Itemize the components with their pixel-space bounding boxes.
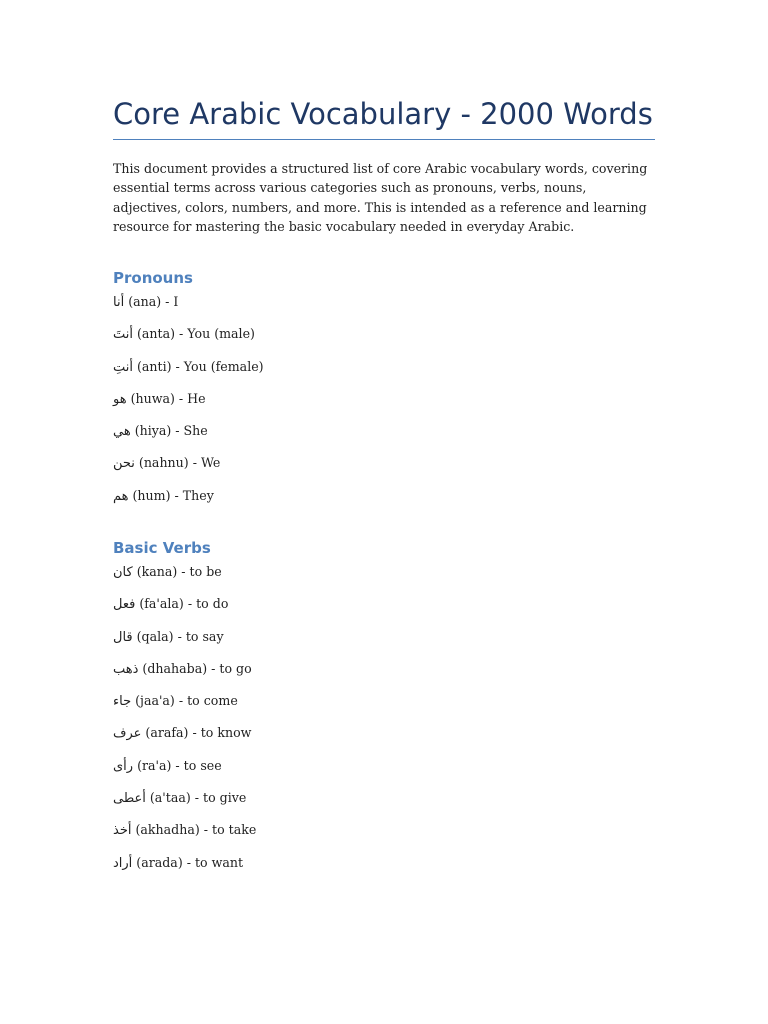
arabic-word: جاء <box>113 694 132 710</box>
vocab-item <box>113 487 264 519</box>
vocab-item <box>113 293 264 325</box>
vocab-item <box>113 821 256 853</box>
arabic-word: ذهب <box>113 661 139 677</box>
transliteration-meaning: (anta) - You (male) <box>133 326 255 342</box>
transliteration-meaning: (a'taa) - to give <box>145 790 247 806</box>
basic-verbs-list <box>113 563 256 886</box>
section-heading-basic-verbs: Basic Verbs <box>113 539 211 557</box>
arabic-word: أراد <box>113 855 133 871</box>
arabic-word: أعطى <box>113 791 146 807</box>
vocab-item <box>113 724 256 756</box>
vocab-item <box>113 422 264 454</box>
transliteration-meaning: (nahnu) - We <box>134 455 221 471</box>
document-title: Core Arabic Vocabulary - 2000 Words <box>113 97 653 131</box>
vocab-item <box>113 358 264 390</box>
transliteration-meaning: (akhadha) - to take <box>131 822 257 838</box>
vocab-item <box>113 325 264 357</box>
vocab-item <box>113 563 256 595</box>
arabic-word: أنتَ <box>113 327 133 343</box>
vocab-item <box>113 854 256 886</box>
transliteration-meaning: (fa'ala) - to do <box>135 596 229 612</box>
vocab-item <box>113 757 256 789</box>
arabic-word: هم <box>113 488 129 504</box>
vocab-item <box>113 454 264 486</box>
transliteration-meaning: (anti) - You (female) <box>133 358 264 374</box>
transliteration-meaning: (qala) - to say <box>132 628 224 644</box>
arabic-word: رأى <box>113 758 134 774</box>
vocab-item <box>113 628 256 660</box>
section-heading-pronouns: Pronouns <box>113 269 193 287</box>
arabic-word: فعل <box>113 597 136 613</box>
transliteration-meaning: (arafa) - to know <box>141 725 252 741</box>
vocab-item <box>113 789 256 821</box>
arabic-word: كان <box>113 565 133 580</box>
transliteration-meaning: (dhahaba) - to go <box>138 660 252 676</box>
arabic-word: قال <box>113 629 133 645</box>
arabic-word: أنتِ <box>113 359 133 375</box>
transliteration-meaning: (ana) - I <box>124 294 179 309</box>
transliteration-meaning: (kana) - to be <box>132 564 222 579</box>
transliteration-meaning: (arada) - to want <box>132 854 244 870</box>
transliteration-meaning: (hiya) - She <box>130 423 208 439</box>
transliteration-meaning: (huwa) - He <box>126 390 206 406</box>
vocab-item <box>113 595 256 627</box>
pronouns-list <box>113 293 264 519</box>
vocab-item <box>113 660 256 692</box>
title-underline <box>113 139 655 140</box>
transliteration-meaning: (jaa'a) - to come <box>131 693 238 709</box>
arabic-word: نحن <box>113 456 135 472</box>
arabic-word: هي <box>113 424 131 440</box>
transliteration-meaning: (ra'a) - to see <box>133 757 222 773</box>
arabic-word: هو <box>113 391 127 407</box>
transliteration-meaning: (hum) - They <box>128 487 214 503</box>
arabic-word: أنا <box>113 295 125 310</box>
arabic-word: أخذ <box>113 823 132 839</box>
intro-paragraph: This document provides a structured list of core Arabic vocabulary words, covering essential terms across various categories such as pronouns, verbs, nouns, adjectives, colors, numbers, and more. This is intended as a reference and learning resource for mastering the basic vocabulary needed in everyday Arabic. <box>113 161 648 234</box>
vocab-item <box>113 390 264 422</box>
arabic-word: عرف <box>113 726 142 742</box>
vocab-item <box>113 692 256 724</box>
